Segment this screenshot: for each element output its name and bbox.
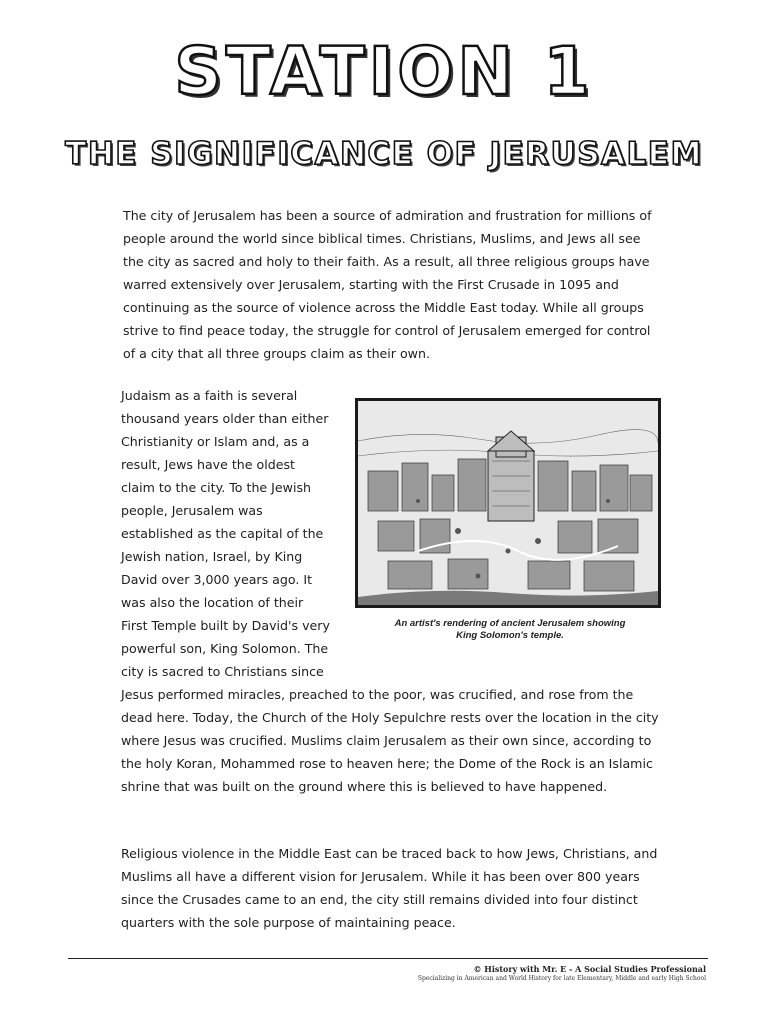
caption-line-2: King Solomon's temple.	[456, 630, 564, 641]
intro-paragraph: The city of Jerusalem has been a source of admiration and frustration for millions of people around the world since biblical times. Christians, Muslims, and Jews all see the city as sacred and holy to their faith. As a result, all three religious groups have warred extensively over Jerusalem, starting with the First Crusade in 1095 and continuing as the source of violence across the Middle East today. While all groups strive to find peace today, the struggle for control of Jerusalem emerged for control of a city that all three groups claim as their own.	[123, 208, 652, 361]
footer-copyright: © History with Mr. E - A Social Studies Professional	[473, 964, 706, 974]
history-paragraph-text: Judaism as a faith is several thousand years older than either Christianity or Islam and, as a result, Jews have the oldest claim to the city. To the Jewish people, Jerusalem was established as the capital of the Jewish nation, Israel, by King David over 3,000 years ago. It was also the location of their First Temple built by David's very powerful son, King Solomon. The city is sacred to Christians since Jesus performed miracles, preached to the poor, was crucified, and rose from the dead here. Today, the Church of the Holy Sepulchre rests over the location in the city where Jesus was crucified. Muslims claim Jerusalem as their own since, according to the holy Koran, Mohammed rose to heaven here; the Dome of the Rock is an Islamic shrine that was built on the ground where this is believed to have happened.	[121, 388, 659, 794]
page-subtitle: THE SIGNIFICANCE OF JERUSALEM	[65, 136, 703, 172]
conclusion-paragraph: Religious violence in the Middle East can be traced back to how Jews, Christians, and Muslims all have a different vision for Jerusalem. While it has been over 800 years since the Crusades came to an end, the city still remains divided into four distinct quarters with the sole purpose of maintaining peace.	[121, 846, 658, 930]
figure-caption	[370, 618, 650, 642]
jerusalem-illustration	[355, 398, 661, 608]
footer-tagline: Specializing in American and World History for late Elementary, Middle and early High School	[417, 975, 706, 982]
station-title: STATION 1	[174, 33, 594, 110]
city-engraving-icon	[358, 401, 658, 605]
footer-divider	[68, 958, 708, 959]
caption-line-1: An artist's rendering of ancient Jerusalem showing	[394, 618, 626, 629]
